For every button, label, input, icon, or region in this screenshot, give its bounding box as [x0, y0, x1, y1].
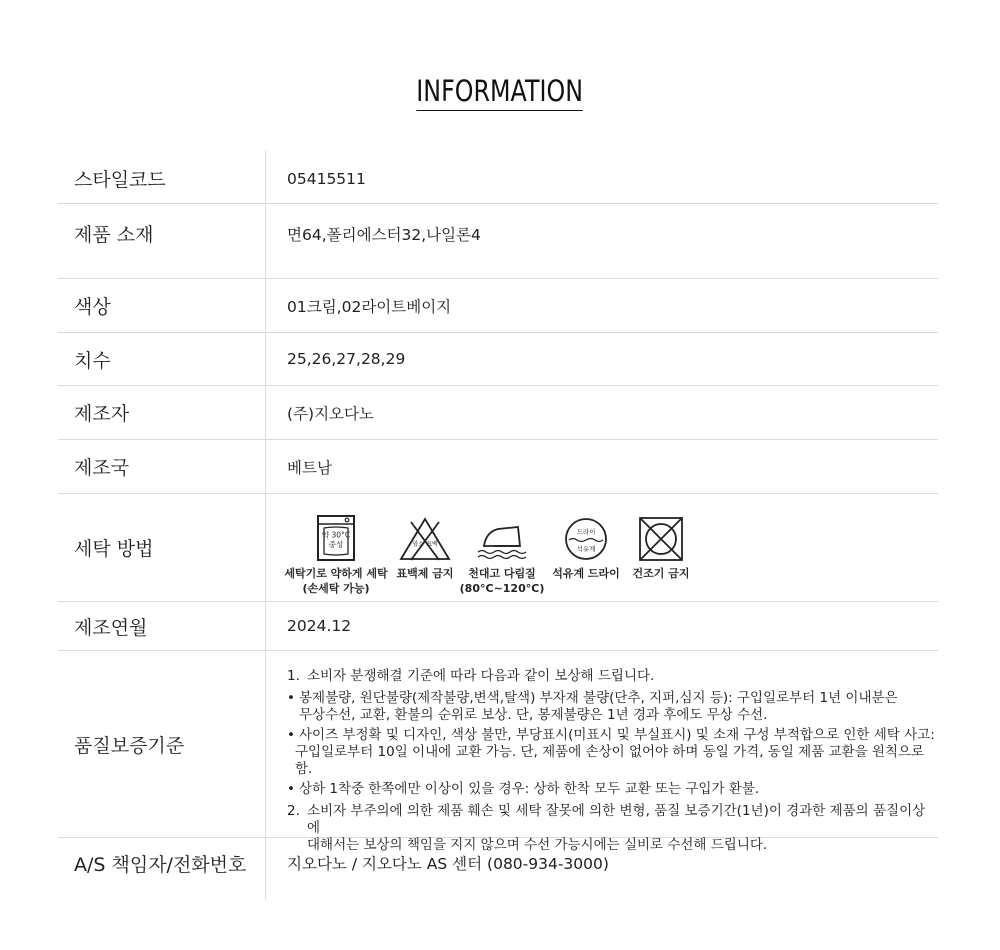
wash-item-tumble [626, 512, 696, 581]
no-tumble-dry-icon [638, 512, 684, 562]
label-date: 제조연월 [58, 602, 266, 650]
label-size: 치수 [58, 333, 266, 385]
value-washing [266, 494, 938, 601]
row-material [58, 204, 938, 279]
label-color: 색상 [58, 279, 266, 332]
dry-clean-solvent-text: 석유계 [576, 545, 596, 553]
iron-caption-line2: (80°C~120°C) [459, 582, 545, 595]
wash-item-machine [280, 512, 392, 596]
value-date: 2024.12 [287, 617, 352, 635]
wash-item-iron [458, 512, 546, 596]
bleach-bleach-text: 표백 [426, 541, 438, 548]
value-size: 25,26,27,28,29 [287, 350, 406, 368]
label-style-code: 스타일코드 [58, 150, 266, 203]
warranty-bullet-1 [287, 690, 938, 724]
tumble-caption [633, 566, 690, 581]
warranty-bullet-3 [287, 781, 938, 798]
warranty-list [287, 668, 938, 857]
value-material: 면64,폴리에스터32,나일론4 [287, 226, 481, 244]
machine-wash-caption [284, 566, 387, 596]
dry-clean-text: 드라이 [576, 528, 596, 536]
warranty-bullet-3-mark: • [287, 781, 295, 797]
title-wrap [0, 72, 1000, 111]
warranty-item-2-line2: 대해서는 보상의 책임을 지지 않으며 수선 가능시에는 실비로 수선해 드립니다. [307, 837, 768, 853]
warranty-bullet-1-line2: 무상수선, 교환, 환불의 순위로 보상. 단, 봉제불량은 1년 경과 후에도 무상 수선. [299, 707, 768, 723]
machine-wash-icon [316, 512, 356, 562]
label-maker: 제조자 [58, 386, 266, 439]
iron-caption [460, 566, 545, 596]
page-title: INFORMATION [417, 72, 584, 111]
warranty-bullet-1-line1: 봉제불량, 원단불량(제작불량,변색,탈색) 부자재 불량(단추, 지퍼,심지 등): 구입일로부터 1년 이내분은 [299, 690, 898, 706]
row-color [58, 279, 938, 333]
tumble-caption-line1: 건조기 금지 [632, 567, 690, 580]
wash-item-dryclean [546, 512, 626, 581]
dry-clean-caption-line1: 석유계 드라이 [552, 567, 620, 580]
warranty-bullet-2 [287, 727, 938, 778]
warranty-item-1 [287, 668, 938, 685]
label-washing: 세탁 방법 [58, 494, 266, 601]
value-color: 01크림,02라이트베이지 [287, 297, 452, 316]
bleach-caption-line1: 표백제 금지 [396, 567, 454, 580]
row-warranty [58, 651, 938, 853]
warranty-item-1-num: 1. [287, 668, 300, 684]
iron-icon [474, 512, 530, 562]
value-country: 베트남 [287, 458, 332, 477]
row-as [58, 838, 938, 900]
warranty-item-2-num: 2. [287, 803, 300, 819]
wash-icons [280, 512, 696, 596]
row-style-code [58, 150, 938, 204]
machine-wash-detergent: 중성 [328, 540, 344, 549]
dry-clean-icon [563, 512, 609, 562]
label-as: A/S 책임자/전화번호 [58, 838, 266, 900]
no-bleach-icon [398, 512, 452, 562]
warranty-item-2-line1: 소비자 부주의에 의한 제품 훼손 및 세탁 잘못에 의한 변형, 품질 보증기간(1년)이 경과한 제품의 품질이상에 [307, 803, 926, 836]
info-table [58, 150, 938, 900]
bleach-caption [397, 566, 454, 581]
value-style-code: 05415511 [287, 169, 366, 188]
row-maker [58, 386, 938, 440]
machine-wash-caption-line2: (손세탁 가능) [302, 582, 370, 595]
warranty-bullet-2-line2: 구입일로부터 10일 이내에 교환 가능. 단, 제품에 손상이 없어야 하며 동일 가격, 동일 제품 교환을 원칙으로 함. [295, 744, 925, 777]
row-date [58, 602, 938, 651]
bleach-chlorine-text: 염소 [412, 541, 424, 548]
label-warranty: 품질보증기준 [58, 651, 266, 837]
label-country: 제조국 [58, 440, 266, 493]
machine-wash-temp: 약 30°C [321, 530, 351, 540]
row-country [58, 440, 938, 494]
label-material: 제품 소재 [58, 204, 266, 278]
dry-clean-caption [552, 566, 620, 581]
warranty-item-1-text: 소비자 분쟁해결 기준에 따라 다음과 같이 보상해 드립니다. [307, 668, 655, 684]
wash-item-bleach [392, 512, 458, 581]
value-maker: (주)지오다노 [287, 404, 374, 423]
value-warranty [266, 651, 938, 853]
warranty-bullet-1-text [299, 690, 898, 724]
iron-caption-line1: 천대고 다림질 [468, 567, 536, 580]
value-as: 지오다노 / 지오다노 AS 센터 (080-934-3000) [287, 855, 609, 873]
warranty-bullet-2-text [295, 727, 938, 778]
row-washing [58, 494, 938, 602]
warranty-bullet-1-mark: • [287, 690, 295, 706]
row-size [58, 333, 938, 386]
warranty-bullet-3-text: 상하 1착중 한쪽에만 이상이 있을 경우: 상하 한착 모두 교환 또는 구입가 환불. [299, 781, 760, 797]
machine-wash-caption-line1: 세탁기로 약하게 세탁 [284, 567, 388, 580]
warranty-bullet-2-line1: 사이즈 부정확 및 디자인, 색상 불만, 부당표시(미표시 및 부실표시) 및 소재 구성 부적합으로 인한 세탁 사고: [299, 727, 935, 743]
warranty-bullet-2-mark: • [287, 727, 295, 743]
